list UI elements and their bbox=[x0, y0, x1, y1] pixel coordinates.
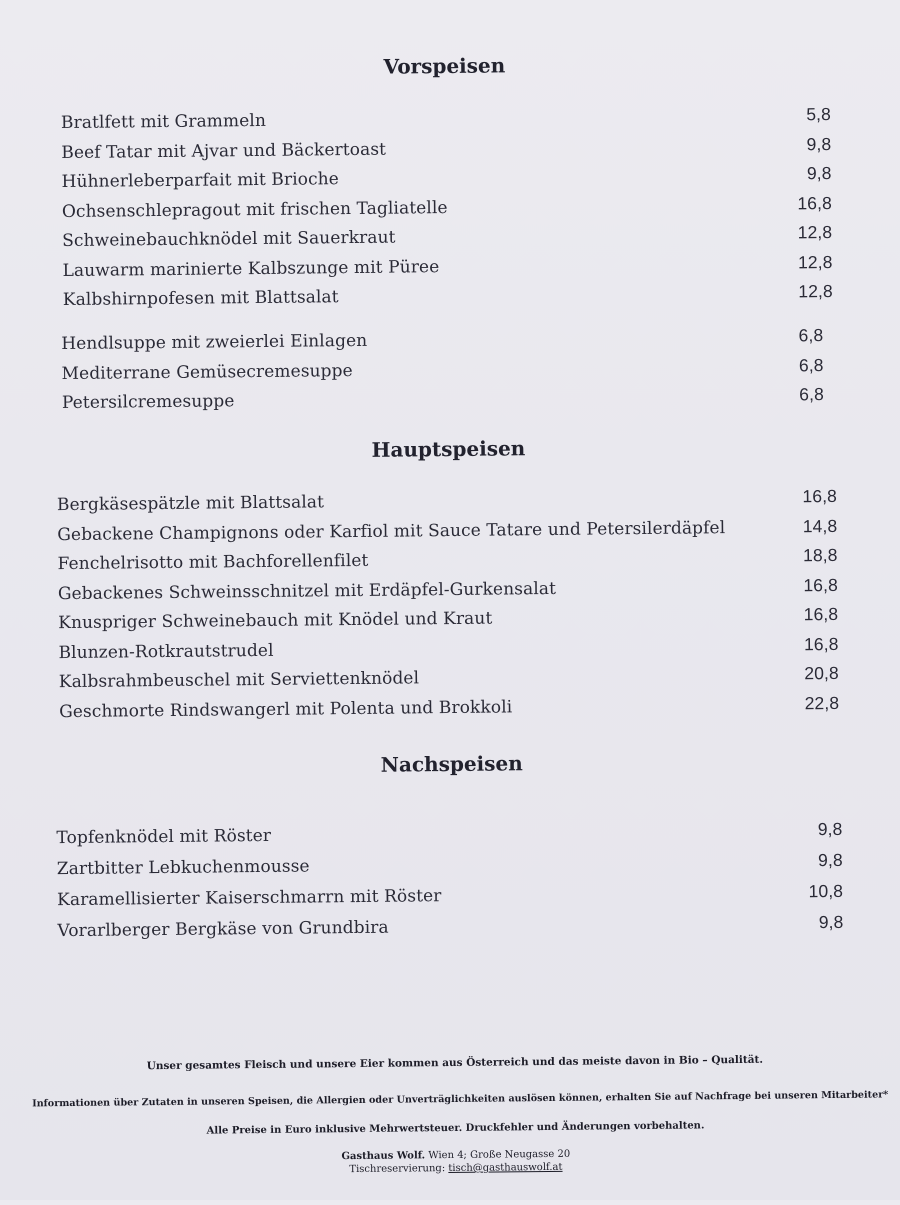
item-name: Karamellisierter Kaiserschmarrn mit Röster bbox=[57, 886, 442, 911]
item-price: 5,8 bbox=[806, 103, 832, 125]
item-name: Kalbsrahmbeuschel mit Serviettenknödel bbox=[58, 668, 420, 693]
item-name: Vorarlberger Bergkäse von Grundbira bbox=[57, 917, 389, 942]
item-name: Hendlsuppe mit zweierlei Einlagen bbox=[61, 330, 368, 355]
nachspeisen-list bbox=[56, 814, 843, 946]
item-price: 6,8 bbox=[799, 384, 824, 405]
item-name: Geschmorte Rindswangerl mit Polenta und Brokkoli bbox=[59, 696, 513, 722]
reservation-email-link[interactable]: tisch@gasthauswolf.at bbox=[448, 1161, 563, 1175]
item-price: 16,8 bbox=[802, 485, 838, 507]
item-price: 16,8 bbox=[803, 603, 839, 625]
vorspeisen-list bbox=[61, 100, 833, 315]
item-name: Gebackene Champignons oder Karfiol mit Sauce Tatare und Petersilerdäpfel bbox=[57, 517, 726, 545]
item-name: Ochsenschlepragout mit frischen Tagliatelle bbox=[61, 197, 448, 222]
item-name: Schweinebauchknödel mit Sauerkraut bbox=[62, 227, 396, 252]
item-price: 12,8 bbox=[798, 280, 833, 302]
item-price: 9,8 bbox=[817, 818, 843, 840]
item-name: Topfenknödel mit Röster bbox=[56, 825, 272, 849]
item-price: 12,8 bbox=[797, 251, 833, 272]
origin-note: Unser gesamtes Fleisch und unsere Eier kommen aus Österreich und das meiste davon in Bio – Qualität. bbox=[146, 1053, 764, 1073]
item-price: 16,8 bbox=[803, 633, 839, 654]
price-note: Alle Preise in Euro inklusive Mehrwertsteuer. Druckfehler und Änderungen vorbehalten. bbox=[206, 1120, 705, 1137]
item-price: 6,8 bbox=[798, 354, 824, 375]
soup-list bbox=[61, 321, 824, 417]
section-title-hauptspeisen: Hauptspeisen bbox=[371, 436, 526, 462]
restaurant-address: Wien 4; Große Neugasse 20 bbox=[425, 1148, 571, 1162]
item-name: Mediterrane Gemüsecremesuppe bbox=[61, 360, 353, 384]
item-price: 9,8 bbox=[806, 133, 832, 154]
item-price: 9,8 bbox=[818, 911, 844, 933]
item-price: 12,8 bbox=[797, 221, 833, 243]
item-price: 10,8 bbox=[808, 880, 844, 902]
allergen-note: Informationen über Zutaten in unseren Speisen, die Allergien oder Unverträglichkeiten auslösen können, erhalten Sie auf Nachfrage bei unseren Mitarbeiter* bbox=[32, 1089, 889, 1110]
item-name: Bratlfett mit Grammeln bbox=[60, 110, 267, 134]
item-price: 16,8 bbox=[797, 192, 832, 213]
restaurant-name: Gasthaus Wolf. bbox=[341, 1150, 426, 1163]
address-block bbox=[6, 1144, 900, 1179]
section-title-nachspeisen: Nachspeisen bbox=[380, 751, 523, 777]
item-name: Knuspriger Schweinebauch mit Knödel und Kraut bbox=[58, 608, 493, 634]
item-name: Zartbitter Lebkuchenmousse bbox=[56, 856, 310, 880]
item-name: Beef Tatar mit Ajvar und Bäckertoast bbox=[61, 139, 387, 163]
item-price: 22,8 bbox=[804, 692, 840, 713]
section-title-vorspeisen: Vorspeisen bbox=[383, 53, 506, 79]
item-name: Gebackenes Schweinsschnitzel mit Erdäpfel-Gurkensalat bbox=[57, 578, 557, 604]
item-name: Bergkäsespätzle mit Blattsalat bbox=[56, 492, 325, 516]
item-price: 9,8 bbox=[806, 162, 832, 184]
item-price: 20,8 bbox=[804, 662, 839, 684]
item-price: 16,8 bbox=[803, 574, 838, 595]
item-name: Petersilcremesuppe bbox=[61, 391, 235, 414]
item-name: Fenchelrisotto mit Bachforellenfilet bbox=[57, 550, 369, 575]
item-price: 6,8 bbox=[798, 325, 824, 346]
item-name: Lauwarm marinierte Kalbszunge mit Püree bbox=[62, 256, 440, 281]
item-price: 9,8 bbox=[817, 849, 843, 871]
item-name: Hühnerleberparfait mit Brioche bbox=[61, 169, 339, 193]
item-name: Kalbshirnpofesen mit Blattsalat bbox=[62, 287, 339, 311]
item-price: 18,8 bbox=[802, 544, 838, 566]
item-price: 14,8 bbox=[802, 515, 838, 536]
hauptspeisen-list bbox=[57, 482, 839, 726]
reservation-label: Tischreservierung: bbox=[349, 1163, 449, 1176]
item-name: Blunzen-Rotkrautstrudel bbox=[58, 640, 274, 663]
